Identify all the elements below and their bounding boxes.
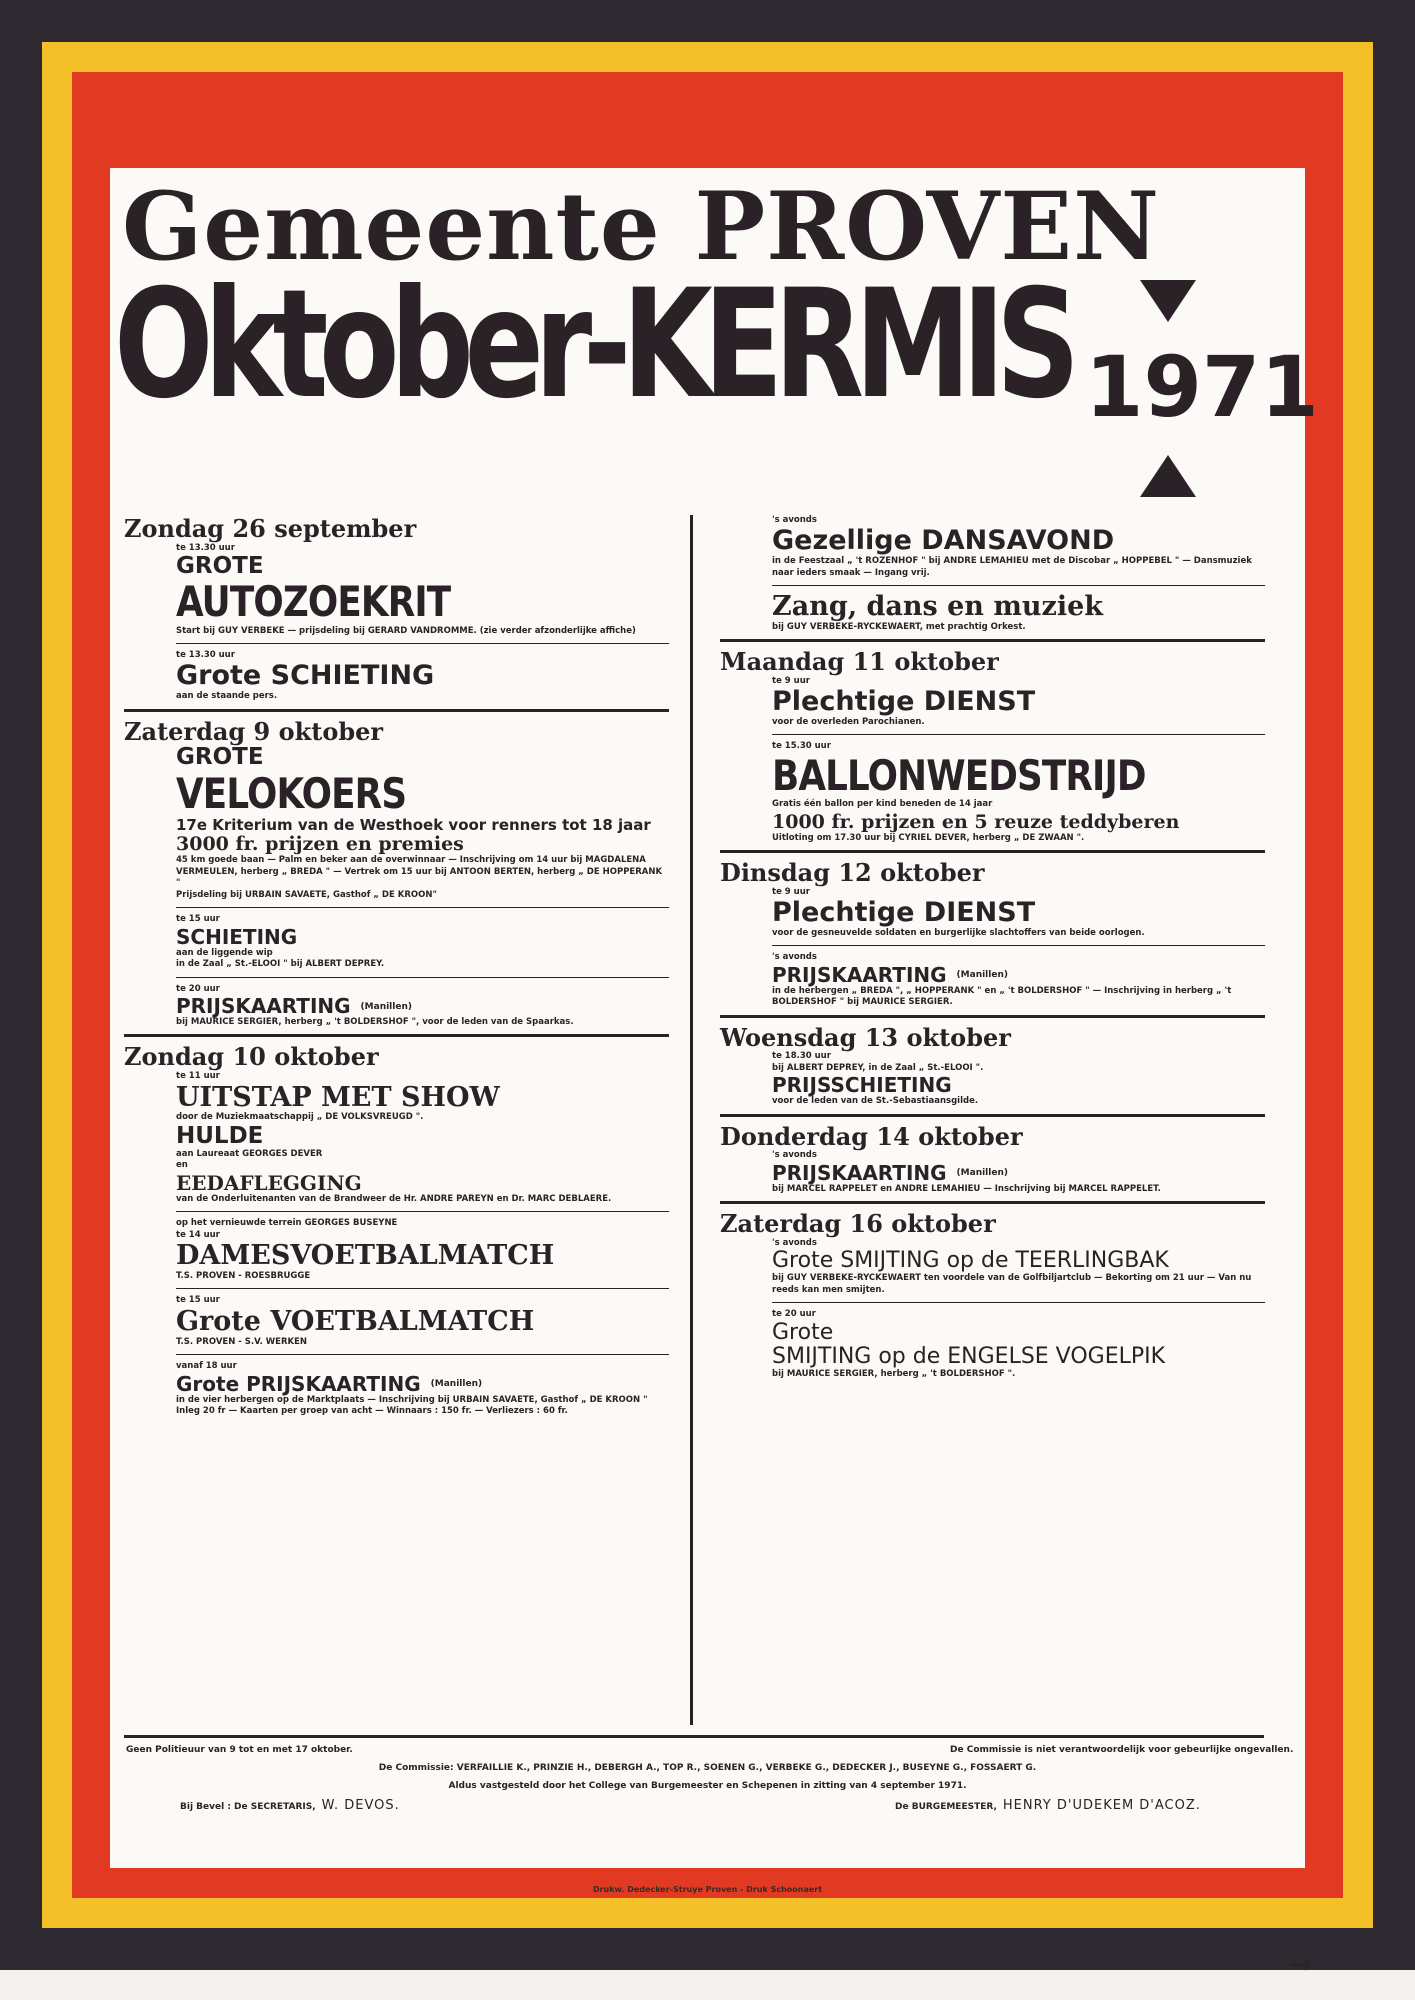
time-note: te 20 uur [772,1309,816,1320]
event-prefix: GROTE [176,744,264,771]
event-prefix: GROTE [176,553,264,580]
arrow-right-icon: → [1290,1950,1312,1980]
event-detail: T.S. PROVEN - S.V. WERKEN [176,1336,308,1347]
separator [176,643,669,644]
section-rule [124,709,669,712]
section-rule [720,639,1265,642]
event-detail: bij GUY VERBEKE-RYCKEWAERT ten voordele van de Golfbiljartclub — Bekorting om 21 uur — Van nu reeds kan men smijten. [772,1273,1252,1295]
event-detail: en [176,1160,188,1171]
secretary-name: W. DEVOS. [321,1798,400,1813]
separator [176,907,669,908]
event-title: Plechtige DIENST [772,686,1036,718]
event-title: Grote SMIJTING op de TEERLINGBAK [772,1248,1169,1274]
time-note: 's avonds [772,952,817,963]
event-title: VELOKOERS [176,768,407,818]
event-detail: in de vier herbergen op de Marktplaats — Inschrijving bij URBAIN SAVAETE, Gasthof „ DE KROON " [176,1394,648,1405]
section-rule [720,1114,1265,1117]
event-title: PRIJSSCHIETING [772,1073,952,1098]
title-year: 1971 [1085,338,1319,436]
separator [176,1288,669,1289]
day-heading: Donderdag 14 oktober [720,1121,1023,1151]
event-title: UITSTAP MET SHOW [176,1081,500,1113]
event-detail: in de Zaal „ St.-ELOOI " bij ALBERT DEPREY. [176,959,385,970]
event-detail: voor de gesneuvelde soldaten en burgerlijke slachtoffers van beide oorlogen. [772,927,1145,938]
event-title-text: PRIJSKAARTING [772,1160,947,1185]
footer-rule [124,1735,1264,1738]
event-detail: door de Muziekmaatschappij „ DE VOLKSVREUGD ". [176,1112,424,1123]
separator [772,734,1265,735]
event-detail: bij ALBERT DEPREY, in de Zaal „ St.-ELOOI ". [772,1062,984,1073]
event-detail: T.S. PROVEN - ROESBRUGGE [176,1270,311,1281]
event-detail: 45 km goede baan — Palm en beker aan de overwinnaar — Inschrijving om 14 uur bij MAGDALENA VERMEULEN, herberg „ BREDA " — Vertrek om 15 uur bij ANTOON BERTEN, herberg „ DE HOPPERANK " [176,855,663,889]
separator [772,585,1265,586]
title-gemeente: Gemeente PROVEN [122,172,1160,282]
separator [772,945,1265,946]
event-detail: bij MAURICE SERGIER, herberg „ 't BOLDERSHOF ". [772,1369,1016,1380]
left-column [124,515,669,1417]
triangle-down-icon [1140,280,1196,322]
time-note: 's avonds [772,1150,817,1161]
event-detail: bij MARCEL RAPPELET en ANDRE LEMAHIEU — Inschrijving bij MARCEL RAPPELET. [772,1183,1161,1194]
column-divider [690,515,693,1725]
approval-note: Aldus vastgesteld door het College van Burgemeester en Schepenen in zitting van 4 september 1971. [448,1781,967,1791]
event-note: (Manillen) [956,1168,1008,1179]
event-title: AUTOZOEKRIT [176,577,451,627]
section-rule [720,850,1265,853]
event-title-text: PRIJSKAARTING [772,962,947,987]
event-title: Zang, dans en muziek [772,591,1104,623]
event-detail: voor de leden van de St.-Sebastiaansgilde. [772,1096,979,1107]
time-note: te 9 uur [772,886,810,897]
time-note: te 20 uur [176,983,220,994]
event-note: (Manillen) [430,1379,483,1390]
event-title: Grote [772,1319,834,1345]
event-title: Gezellige DANSAVOND [772,525,1115,557]
event-title [772,964,1265,986]
time-note: 's avonds [772,515,817,525]
police-note: Geen Politieuur van 9 tot en met 17 oktober. [126,1745,353,1755]
event-title: SCHIETING [176,924,298,949]
time-note: vanaf 18 uur [176,1361,237,1372]
event-title: Grote SCHIETING [176,660,435,692]
event-detail: in de Feestzaal „ 't ROZENHOF " bij ANDRE LEMAHIEU met de Discobar „ HOPPEBEL " — Dansmuziek naar ieders smaak — Ingang vrij. [772,556,1252,578]
event-detail: bij GUY VERBEKE-RYCKEWAERT, met prachtig Orkest. [772,621,1026,632]
event-detail: bij MAURICE SERGIER, herberg „ 't BOLDERSHOF ", voor de leden van de Spaarkas. [176,1016,574,1027]
event-title: Grote VOETBALMATCH [176,1305,535,1337]
time-note: te 13.30 uur [176,650,235,661]
day-heading: Zaterdag 16 oktober [720,1209,996,1239]
event-title [176,1373,669,1395]
time-note: te 15 uur [176,1295,220,1306]
event-title-text: Grote PRIJSKAARTING [176,1371,421,1396]
event-title [176,995,669,1017]
time-note: te 11 uur [176,1071,220,1082]
event-detail: voor de overleden Parochianen. [772,717,925,727]
time-note: 's avonds [772,1237,817,1248]
mayor-signature [895,1798,1201,1813]
event-title: SMIJTING op de ENGELSE VOGELPIK [772,1344,1166,1370]
time-note: te 15 uur [176,914,220,925]
event-detail: Uitloting om 17.30 uur bij CYRIEL DEVER, herberg „ DE ZWAAN ". [772,832,1085,843]
time-note: te 14 uur [176,1229,220,1240]
printer-credit: Drukw. Dedecker-Struye Proven - Druk Schoonaert [592,1885,823,1894]
time-note: te 9 uur [772,675,810,686]
mayor-name: HENRY D'UDEKEM D'ACOZ. [1002,1798,1201,1813]
event-title: Plechtige DIENST [772,897,1036,929]
time-note: op het vernieuwde terrein GEORGES BUSEYNE [176,1218,398,1229]
separator [176,977,669,978]
event-note: (Manillen) [956,970,1008,981]
event-detail: aan Laureaat GEORGES DEVER [176,1148,323,1159]
liability-note: De Commissie is niet verantwoordelijk voor gebeurlijke ongevallen. [950,1745,1294,1755]
event-title: DAMESVOETBALMATCH [176,1240,555,1272]
event-title: EEDAFLEGGING [176,1170,362,1195]
triangle-up-icon [1140,455,1196,497]
day-heading: Dinsdag 12 oktober [720,858,985,888]
event-title: HULDE [176,1122,264,1149]
day-heading: Zaterdag 9 oktober [124,716,384,746]
separator [176,1211,669,1212]
event-subtitle: 17e Kriterium van de Westhoek voor renners tot 18 jaar [176,815,651,834]
event-detail: aan de liggende wip [176,947,273,958]
section-rule [720,1015,1265,1018]
event-detail: in de herbergen „ BREDA ", „ HOPPERANK " en „ 't BOLDERSHOF " — Inschrijving in herberg „ 't BOLDERSHOF " bij MAURICE SERGIER. [772,985,1232,1008]
time-note: te 15.30 uur [772,741,831,752]
separator [772,1302,1265,1303]
event-subtitle: 3000 fr. prijzen en premies [176,833,464,856]
commission-list: De Commissie: VERFAILLIE K., PRINZIE H., DEBERGH A., TOP R., SOENEN G., VERBEKE G., DEDECKER J., BUSEYNE G., FOSSAERT G. [378,1763,1037,1773]
event-title: BALLONWEDSTRIJD [772,750,1146,800]
secretary-signature [180,1798,400,1813]
event-detail: van de Onderluitenanten van de Brandweer de Hr. ANDRE PAREYN en Dr. MARC DEBLAERE. [176,1193,612,1204]
event-subtitle: 1000 fr. prijzen en 5 reuze teddyberen [772,810,1180,833]
event-note: (Manillen) [360,1001,412,1012]
event-detail: Inleg 20 fr — Kaarten per groep van acht — Winnaars : 150 fr. — Verliezers : 60 fr. [176,1406,568,1417]
event-detail: Prijsdeling bij URBAIN SAVAETE, Gasthof „ DE KROON" [176,889,437,900]
event-title [772,1162,1265,1184]
event-detail: Start bij GUY VERBEKE — prijsdeling bij GERARD VANDROMME. (zie verder afzonderlijke affiche) [176,625,636,636]
event-detail: Gratis één ballon per kind beneden de 14 jaar [772,799,993,810]
event-title-text: PRIJSKAARTING [176,993,351,1018]
secretary-label: Bij Bevel : De SECRETARIS, [180,1802,316,1812]
day-heading: Zondag 26 september [124,514,417,543]
day-heading: Zondag 10 oktober [124,1042,379,1072]
title-kermis: Oktober-KERMIS [114,258,1071,432]
day-heading: Woensdag 13 oktober [720,1022,1011,1052]
time-note: te 13.30 uur [176,542,235,553]
right-column [720,515,1265,1381]
day-heading: Maandag 11 oktober [720,647,999,677]
section-rule [720,1201,1265,1204]
time-note: te 18.30 uur [772,1051,831,1062]
mayor-label: De BURGEMEESTER, [895,1802,997,1812]
section-rule [124,1034,669,1037]
event-detail: aan de staande pers. [176,691,278,702]
separator [176,1354,669,1355]
